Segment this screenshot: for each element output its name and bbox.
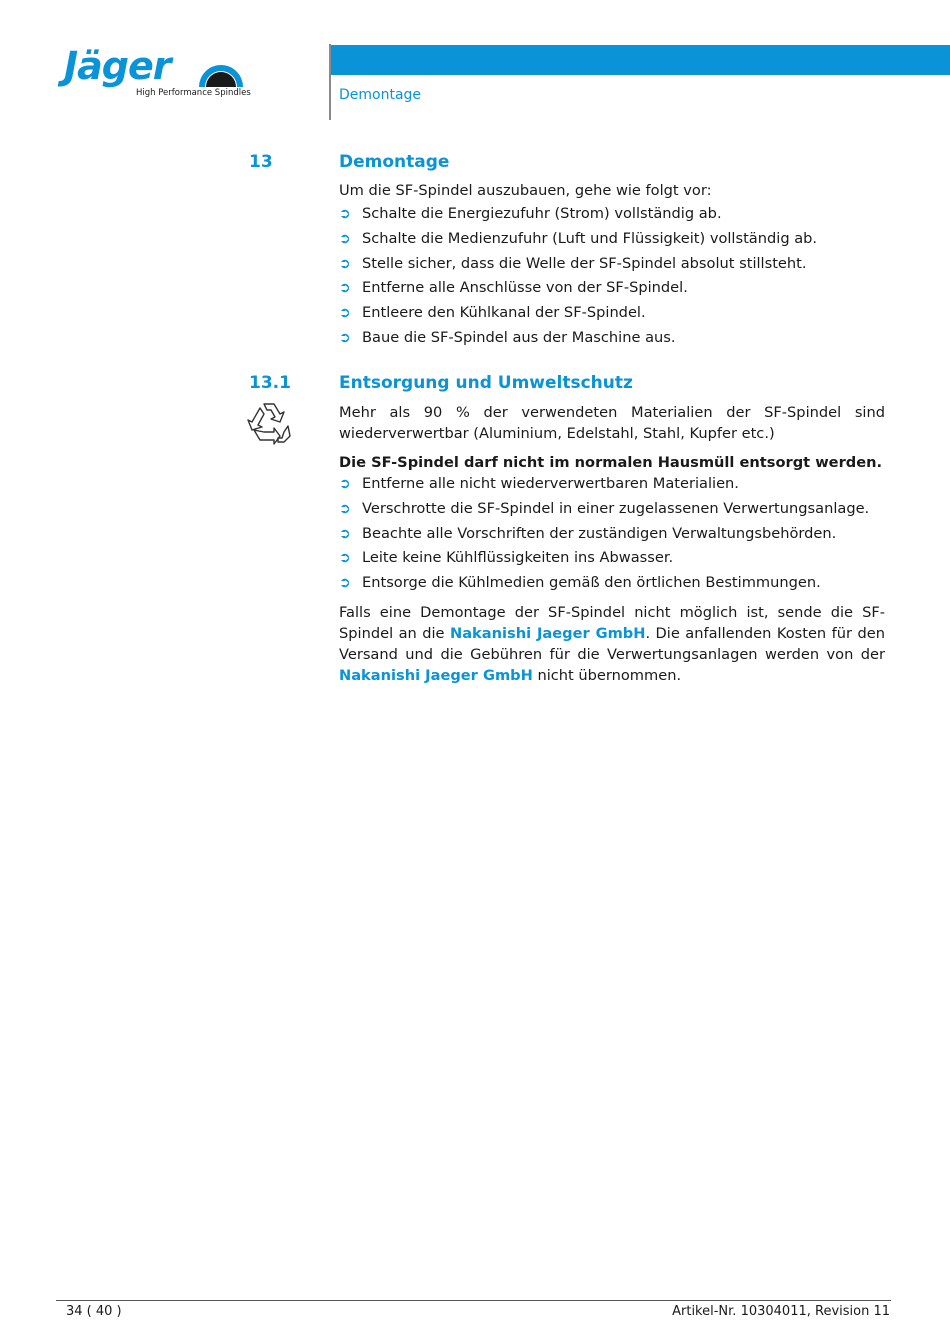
arrow-right-icon: ➲ [339,329,351,346]
list-item: ➲ Stelle sicher, dass die Welle der SF-Spindel absolut stillsteht. [339,252,885,277]
section-13-1-body [339,402,885,686]
logo-wordmark: Jäger [64,44,171,88]
company-name: Nakanishi Jaeger GmbH [450,624,646,642]
header-bar [331,45,950,75]
section-number: 13 [249,152,273,172]
article-number: Artikel-Nr. 10304011, Revision 11 [672,1304,890,1319]
arrow-right-icon: ➲ [339,476,351,492]
list-item: ➲ Entferne alle Anschlüsse von der SF-Spindel. [339,276,885,301]
spindle-arc-icon [197,60,245,88]
company-name: Nakanishi Jaeger GmbH [339,666,533,684]
subsection-title: Entsorgung und Umweltschutz [339,373,633,393]
company-logo [64,44,251,102]
recycle-icon [244,400,294,448]
list-item: ➲ Baue die SF-Spindel aus der Maschine aus. [339,326,885,351]
list-item: ➲ Entferne alle nicht wiederverwertbaren Materialien. [339,472,885,497]
list-item: ➲ Verschrotte die SF-Spindel in einer zugelassenen Verwertungsanlage. [339,497,885,522]
arrow-right-icon: ➲ [339,280,351,297]
warning-text: Die SF-Spindel darf nicht im normalen Hausmüll entsorgt werden. [339,454,883,471]
section-13-body [339,180,885,351]
footer-divider [56,1300,891,1301]
disposal-step-list [339,472,885,596]
list-item: ➲ Beachte alle Vorschriften der zuständigen Verwaltungsbehörden. [339,522,885,547]
closing-paragraph: Falls eine Demontage der SF-Spindel nicht möglich ist, sende die SF-Spindel an die Nakanishi Jaeger GmbH. Die anfallenden Kosten für den Versand und die Gebühren für die Verwertungsanlagen werden von der Nakanishi Jaeger GmbH nicht übernommen. [339,603,885,684]
section-title: Demontage [339,152,450,172]
arrow-right-icon: ➲ [339,525,351,542]
intro-text: Um die SF-Spindel auszubauen, gehe wie folgt vor: [339,182,712,199]
arrow-right-icon: ➲ [339,575,351,592]
arrow-right-icon: ➲ [339,206,351,222]
list-item: ➲ Entleere den Kühlkanal der SF-Spindel. [339,301,885,326]
arrow-right-icon: ➲ [339,550,351,567]
list-item: ➲ Schalte die Energiezufuhr (Strom) vollständig ab. [339,202,885,227]
recyclable-paragraph: Mehr als 90 % der verwendeten Materialien der SF-Spindel sind wiederverwertbar (Aluminium, Edelstahl, Stahl, Kupfer etc.) [339,404,885,442]
logo-tagline: High Performance Spindles [136,88,251,98]
arrow-right-icon: ➲ [339,255,351,272]
page-number: 34 ( 40 ) [66,1304,122,1319]
step-list [339,202,885,351]
subsection-number: 13.1 [249,373,291,393]
list-item: ➲ Schalte die Medienzufuhr (Luft und Flüssigkeit) vollständig ab. [339,227,885,252]
arrow-right-icon: ➲ [339,500,351,517]
arrow-right-icon: ➲ [339,230,351,247]
list-item: ➲ Leite keine Kühlflüssigkeiten ins Abwasser. [339,546,885,571]
arrow-right-icon: ➲ [339,305,351,322]
header-label: Demontage [339,87,422,103]
list-item: ➲ Entsorge die Kühlmedien gemäß den örtlichen Bestimmungen. [339,571,885,596]
